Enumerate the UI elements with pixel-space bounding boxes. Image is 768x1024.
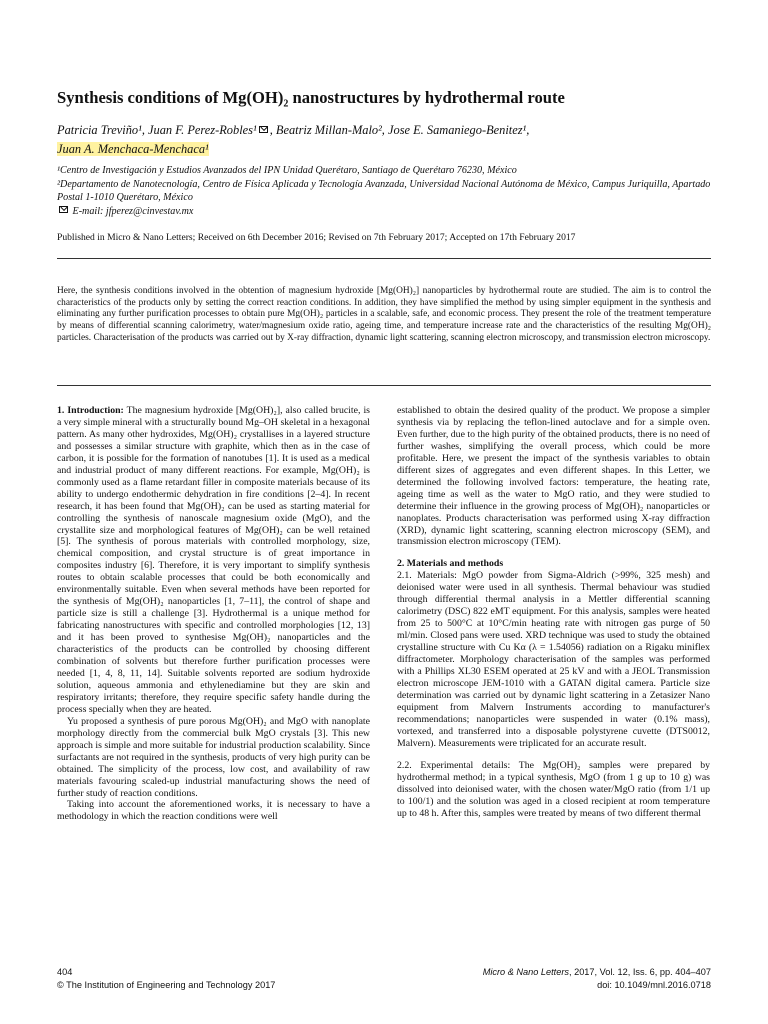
- paper-title: Synthesis conditions of Mg(OH)₂ nanostructures by hydrothermal route: [57, 88, 565, 107]
- left-column: [57, 405, 370, 823]
- footer-right: [483, 966, 711, 991]
- author-highlighted: Juan A. Menchaca-Menchaca¹: [57, 142, 209, 156]
- authors-rest: , Beatriz Millan-Malo², Jose E. Samaniego-Benitez¹,: [269, 123, 530, 137]
- intro-paragraph-2: Yu proposed a synthesis of pure porous Mg(OH)₂ and MgO with nanoplate morphology directly from the commercial bulk MgO crystals [3]. This new approach is simple and more suitable for industrial production scalability. Since surfactants are not required in the synthesis, products of very high purity can be obtained. The simplicity of the process, low cost, and availability of raw materials favouring scaled-up industrial manufacturing shows the need of further study of reaction conditions.: [57, 715, 370, 799]
- top-divider: [57, 258, 711, 259]
- journal-citation: Micro & Nano Letters, 2017, Vol. 12, Iss. 6, pp. 404–407: [482, 967, 711, 977]
- footer-left: [57, 966, 275, 991]
- right-column: [397, 405, 710, 819]
- section-heading-intro: 1. Introduction:: [57, 405, 124, 416]
- author-list: [57, 121, 717, 159]
- publication-info: Published in Micro & Nano Letters; Received on 6th December 2016; Revised on 7th February 2017; Accepted on 17th February 2017: [57, 232, 576, 243]
- intro-paragraph-4: established to obtain the desired quality of the product. We propose a simpler synthesis via by replacing the teflon-lined autoclave and for a simple oven. Even further, due to the high purity of the obtained products, there is no need of further washes, simplifying the overall process, which could be more profitable. Here, we present the impact of the synthesis variables to obtain different sizes of aggregates and even different shapes. In this Letter, we determined the following involved factors: temperature, the heating rate, ageing time as well as the water to MgO ratio, and they were studied to determine their influence in the growing process of Mg(OH)₂ nanoparticles or nanoplates. Products characterisation was performed using X-ray diffraction (XRD), dynamic light scattering, scanning electron microscopy (SEM), and transmission electron microscopy (TEM).: [397, 405, 710, 548]
- affiliations: [57, 164, 717, 218]
- authors-first: Patricia Treviño¹, Juan F. Perez-Robles¹: [57, 123, 257, 137]
- page-number: 404: [57, 967, 73, 977]
- affiliation-1: ¹Centro de Investigación y Estudios Avanzados del IPN Unidad Querétaro, Santiago de Querétaro 76230, México: [57, 165, 517, 176]
- email-line: [57, 205, 717, 219]
- experimental-paragraph: 2.2. Experimental details: The Mg(OH)₂ samples were prepared by hydrothermal method; in a typical synthesis, MgO (from 1 g up to 10 g) was dissolved into deionised water, with the chosen water/MgO ratio (from 1/1 up to 100/1) and the solution was aged in a closed recipient at room temperature up to 48 h. After this, samples were treated by means of two different thermal: [397, 759, 710, 819]
- bottom-divider: [57, 385, 711, 386]
- materials-paragraph: 2.1. Materials: MgO powder from Sigma-Aldrich (>99%, 325 mesh) and deionised water were used in all synthesis. Thermal behaviour was studied through differential thermal analysis in a Mettler differential scanning calorimetry (DSC) 822 eMT equipment. For this analysis, samples were heated from 25 to 500°C at 10°C/min heating rate with nitrogen gas purge of 50 ml/min. Closed pans were used. XRD technique was used to study the obtained crystalline structure with Cu Kα (λ = 1.54056) radiation on a Rigaku miniflex diffractometer. Morphology characterisation of the samples was performed with a Phillips XL30 ESEM operated at 25 kV and with a JEOL Transmission electron microscope JEM-1010 with a GATAN digital camera. Particle size determination was carried out by dynamic light scattering in a Zetasizer Nano equipment from Malvern Instruments according to manufacturer's recommendations; nanoparticles were suspended in water (0.1% mass), vortexed, and transferred into a disposable polystyrene cuvette (DTS0012, Malvern). Measurements were triplicated for an accurate result.: [397, 570, 710, 749]
- envelope-icon: [259, 126, 268, 133]
- section-heading-methods: 2. Materials and methods: [397, 558, 504, 570]
- affiliation-2: ²Departamento de Nanotecnología, Centro de Física Aplicada y Tecnología Avanzada, Universidad Nacional Autónoma de México, Campus Juriquilla, Apartado Postal 1-1010 Querétaro, México: [57, 178, 711, 204]
- email-address[interactable]: E-mail: jfperez@cinvestav.mx: [72, 205, 194, 217]
- copyright: © The Institution of Engineering and Technology 2017: [57, 979, 276, 990]
- doi[interactable]: doi: 10.1049/mnl.2016.0718: [597, 979, 711, 990]
- intro-paragraph-3: Taking into account the aforementioned works, it is necessary to have a methodology in which the reaction conditions were well: [57, 799, 370, 823]
- intro-paragraph-1: 1. Introduction: The magnesium hydroxide [Mg(OH)₂], also called brucite, is a very simple mineral with a structurally bound Mg–OH skeletal in a hexagonal pattern. As many other hydroxides, Mg(OH)₂ crystallises in a layered structure and possesses a similar structure with graphite, which then as in the case of carbon, it is possible for the formation of nanotubes [1]. It is used as a medical and industrial product of many different reactions. For example, Mg(OH)₂ is commonly used as a flame retardant filler in composite materials because of its ability to undergo endothermic dehydration in fire conditions [2–4]. In recent research, it has been found that Mg(OH)₂ can be used as starting material for controlling the synthesis of nanoscale magnesium oxide (MgO), and the crystallite size and morphological features of Mg(OH)₂ can be well retained [5]. The synthesis of porous materials with controlled morphology, size, chemical composition, and crystal structure is of great importance in composites industry [6]. Therefore, it is very important to simplify synthesis routes to obtain scalable processes that could be both economically and environmentally suitable. Even when several methods have been reported for the synthesis of Mg(OH)₂ nanoparticles [1, 7–11], the control of shape and particle size is still a challenge [3]. Hydrothermal is a unique method for fabricating nanostructures with specific and controlled morphologies [12, 13] and it has been proved to synthesise Mg(OH)₂ nanoparticles and the characteristics of the products can be controlled by choosing different combination of solvents but therefore further purification processes were needed [1, 4, 8, 11, 14]. Suitable solvents reported are sodium hydroxide solution, aqueous ammonia and ethylenediamine but they are skin and respiratory irritants; therefore, they require specific safety handle during the process specially when they are heated.: [57, 405, 370, 715]
- abstract: Here, the synthesis conditions involved in the obtention of magnesium hydroxide [Mg(OH)₂] nanoparticles by hydrothermal route are studied. The aim is to control the characteristics of the products only by setting the correct reaction conditions. In addition, they have simplified the method by using simpler equipment in the synthesis and eliminating any further purification processes to obtain pure Mg(OH)₂ particles in a scalable, safe, and economic process. They present the role of the treatment temperature by means of differential scanning calorimetry, water/magnesium oxide ratio, ageing time, and temperature increase rate and the characteristics of the resulting Mg(OH)₂ particles. Characterisation of the products was carried out by X-ray diffraction, dynamic light scattering, scanning electron microscopy, and transmission electron microscopy.: [57, 286, 711, 343]
- envelope-icon: [59, 206, 68, 213]
